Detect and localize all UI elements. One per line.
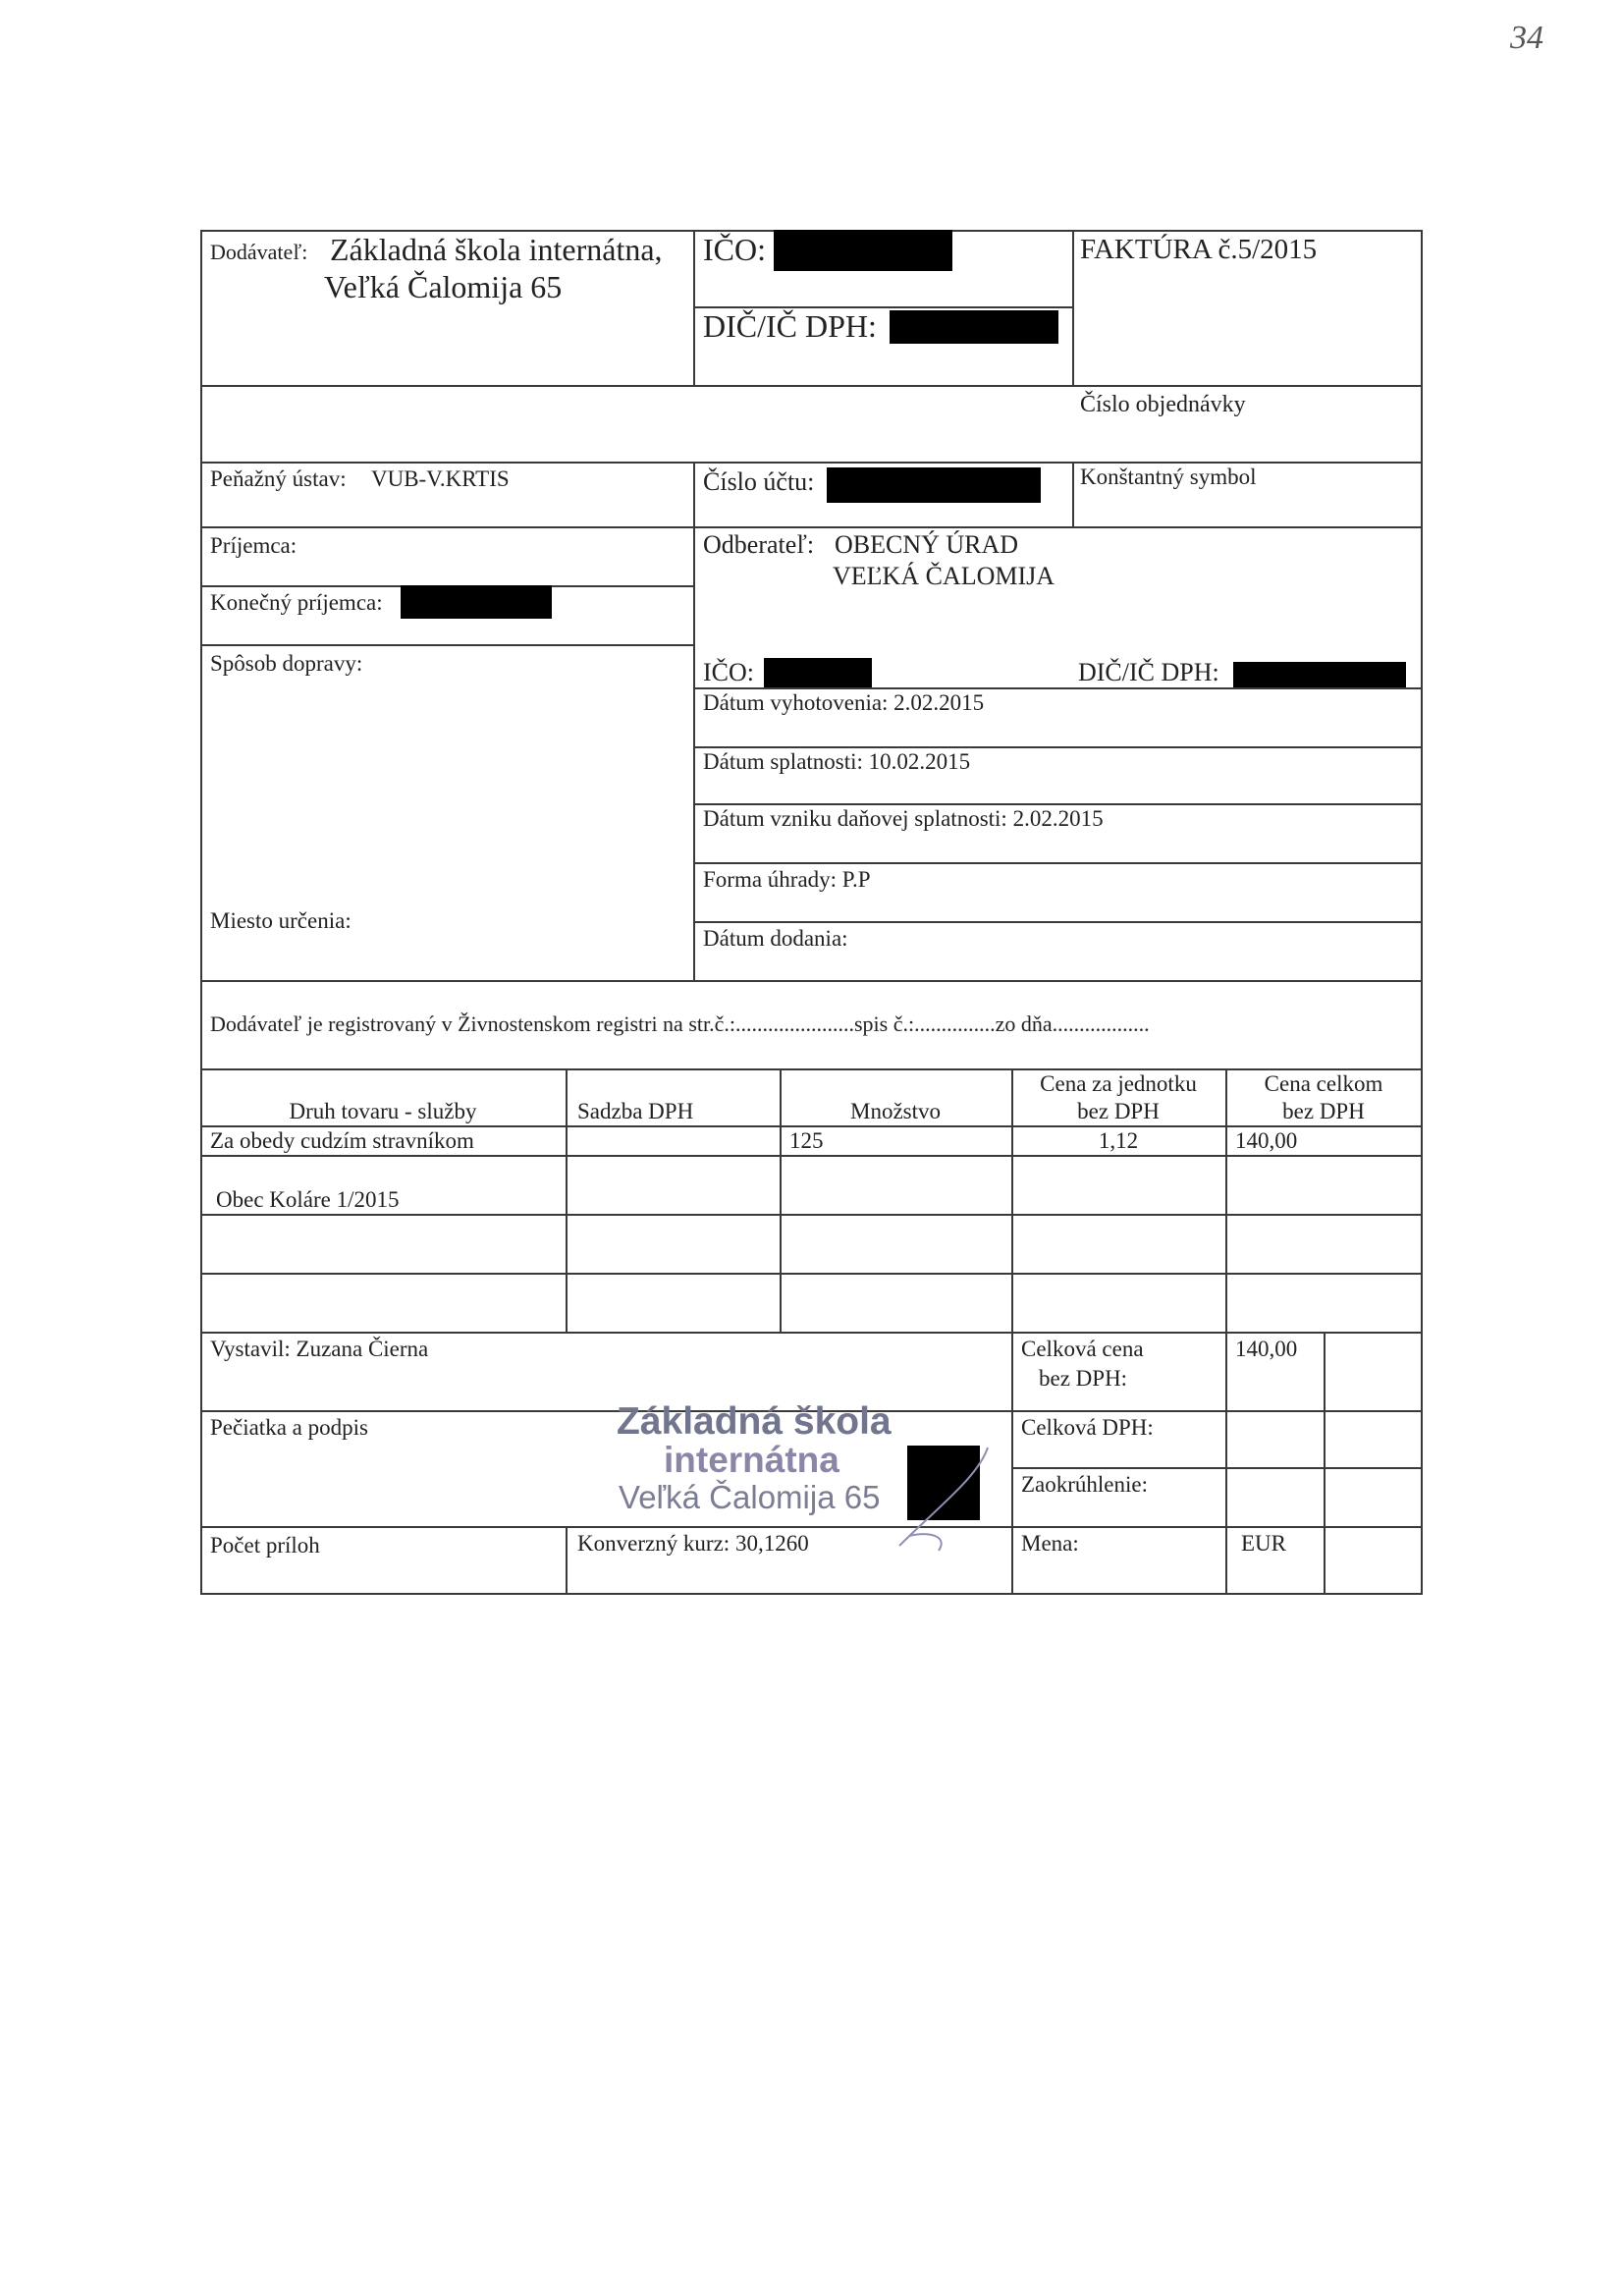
redaction-box bbox=[1233, 662, 1406, 687]
customer-dic-label: DIČ/IČ DPH: bbox=[1078, 658, 1219, 686]
divider bbox=[693, 803, 1423, 805]
column-header-vat: Sadzba DPH bbox=[577, 1099, 694, 1123]
issue-date: Dátum vyhotovenia: 2.02.2015 bbox=[703, 690, 985, 715]
divider bbox=[566, 1526, 568, 1593]
bank-value: VUB-V.KRTIS bbox=[371, 466, 510, 491]
issued-by: Vystavil: Zuzana Čierna bbox=[210, 1337, 429, 1361]
divider bbox=[200, 1332, 1423, 1334]
attachments-label: Počet príloh bbox=[210, 1533, 320, 1558]
frame-left bbox=[200, 230, 202, 1595]
divider bbox=[200, 1125, 1423, 1127]
stamp-line: Základná škola bbox=[617, 1400, 892, 1443]
frame-right bbox=[1421, 230, 1423, 1595]
ico-label: IČO: bbox=[703, 232, 766, 267]
destination-label: Miesto určenia: bbox=[210, 908, 352, 933]
column-header-qty: Množstvo bbox=[850, 1099, 941, 1123]
table-cell-qty: 125 bbox=[789, 1128, 824, 1153]
total-vat-label: Celková DPH: bbox=[1021, 1415, 1154, 1440]
divider bbox=[200, 1273, 1423, 1275]
divider bbox=[693, 746, 1423, 748]
total-excl-vat-label: Celková cena bbox=[1021, 1337, 1144, 1361]
column-header-unit-price: Cena za jednotku bbox=[1040, 1071, 1197, 1096]
column-header-unit-price: bez DPH bbox=[1077, 1099, 1160, 1123]
supplier-label: Dodávateľ: bbox=[210, 240, 308, 264]
recipient-label: Príjemca: bbox=[210, 533, 298, 558]
divider bbox=[200, 1155, 1423, 1157]
divider bbox=[200, 1214, 1423, 1216]
divider bbox=[1072, 230, 1074, 385]
exchange-rate: Konverzný kurz: 30,1260 bbox=[577, 1531, 809, 1556]
stamp-line: internátna bbox=[664, 1440, 839, 1480]
constant-symbol-label: Konštantný symbol bbox=[1080, 465, 1257, 489]
transport-label: Spôsob dopravy: bbox=[210, 651, 363, 676]
bank-label: Peňažný ústav: bbox=[210, 466, 347, 491]
signature-stroke-icon bbox=[880, 1438, 1007, 1556]
order-number-label: Číslo objednávky bbox=[1080, 392, 1246, 417]
redaction-box bbox=[890, 310, 1058, 344]
divider bbox=[200, 1526, 1423, 1528]
account-label: Číslo účtu: bbox=[703, 467, 815, 496]
customer-label: Odberateľ: bbox=[703, 530, 815, 559]
stamp-signature-label: Pečiatka a podpis bbox=[210, 1415, 368, 1440]
stamp-line: Veľká Čalomija 65 bbox=[619, 1479, 881, 1515]
table-cell-unit-price: 1,12 bbox=[1098, 1128, 1139, 1153]
invoice-title: FAKTÚRA č.5/2015 bbox=[1080, 234, 1318, 265]
divider bbox=[693, 687, 1423, 689]
divider bbox=[693, 526, 695, 980]
divider bbox=[200, 526, 1423, 528]
divider bbox=[693, 921, 1423, 923]
supplier-address: Veľká Čalomija 65 bbox=[324, 269, 563, 304]
final-recipient-label: Konečný príjemca: bbox=[210, 590, 383, 615]
divider bbox=[1324, 1332, 1325, 1593]
currency-value: EUR bbox=[1241, 1531, 1286, 1556]
divider bbox=[693, 862, 1423, 864]
table-cell-item: Obec Koláre 1/2015 bbox=[216, 1187, 400, 1212]
rounding-label: Zaokrúhlenie: bbox=[1021, 1472, 1149, 1497]
delivery-date: Dátum dodania: bbox=[703, 926, 848, 951]
divider bbox=[693, 462, 695, 526]
redaction-box bbox=[401, 585, 552, 619]
payment-form: Forma úhrady: P.P bbox=[703, 867, 871, 892]
column-header-item: Druh tovaru - služby bbox=[289, 1099, 477, 1123]
tax-date: Dátum vzniku daňovej splatnosti: 2.02.2015 bbox=[703, 806, 1104, 831]
divider bbox=[1011, 1467, 1423, 1469]
customer-ico-label: IČO: bbox=[703, 658, 754, 686]
total-excl-vat-value: 140,00 bbox=[1235, 1337, 1298, 1361]
table-cell-item: Za obedy cudzím stravníkom bbox=[210, 1128, 474, 1153]
redaction-box bbox=[764, 658, 872, 687]
registration-text: Dodávateľ je registrovaný v Živnostenskom registri na str.č.:......................spis č.:...............zo dňa.................. bbox=[210, 1011, 1150, 1036]
divider bbox=[200, 385, 1423, 387]
table-cell-total: 140,00 bbox=[1235, 1128, 1298, 1153]
customer-name: OBECNÝ ÚRAD bbox=[835, 530, 1019, 559]
currency-label: Mena: bbox=[1021, 1531, 1079, 1556]
divider bbox=[1225, 1068, 1227, 1593]
divider bbox=[1072, 462, 1074, 526]
due-date: Dátum splatnosti: 10.02.2015 bbox=[703, 749, 971, 774]
column-header-total: bez DPH bbox=[1282, 1099, 1365, 1123]
total-excl-vat-label: bez DPH: bbox=[1039, 1366, 1128, 1391]
dic-label: DIČ/IČ DPH: bbox=[703, 308, 877, 344]
divider bbox=[566, 1068, 568, 1332]
redaction-box bbox=[827, 467, 1041, 503]
divider bbox=[200, 462, 1423, 464]
divider bbox=[200, 980, 1423, 982]
frame-bottom bbox=[200, 1593, 1423, 1595]
divider bbox=[200, 644, 693, 646]
customer-name: VEĽKÁ ČALOMIJA bbox=[833, 562, 1055, 590]
column-header-total: Cena celkom bbox=[1264, 1071, 1383, 1096]
supplier-name: Základná škola internátna, bbox=[330, 232, 663, 267]
page-number: 34 bbox=[1510, 20, 1543, 56]
divider bbox=[200, 1068, 1423, 1070]
redaction-box bbox=[774, 230, 952, 271]
